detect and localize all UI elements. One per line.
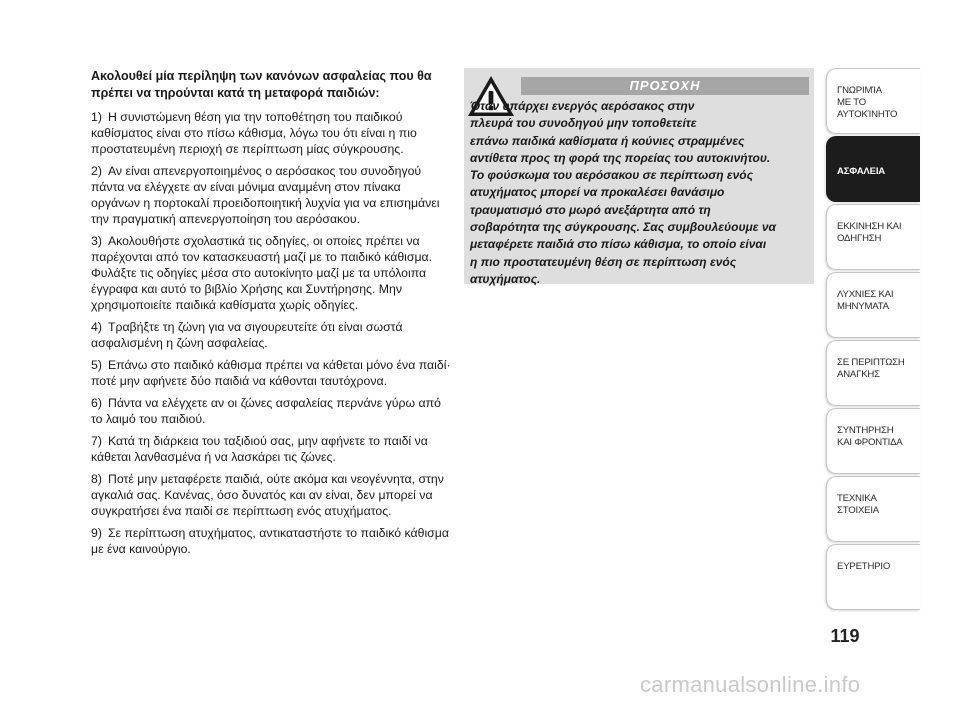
page-number: 119 [830, 626, 860, 646]
tab-maintenance[interactable]: ΣΥΝΤΗΡΗΣΗ ΚΑΙ ΦΡΟΝΤΙΔΑ [826, 408, 920, 474]
rule-text: Κατά τη διάρκεια του ταξιδιού σας, μην αφήνετε το παιδί να κάθεται λανθασμένα ή να λασκάρει τις ζώνες. [91, 434, 428, 464]
rule-number: 6) [91, 396, 102, 410]
tab-warning-lights[interactable]: ΛΥΧΝΙΕΣ ΚΑΙ ΜΗΝΥΜΑΤΑ [826, 272, 920, 338]
rule-item [91, 109, 453, 157]
rule-text: Αν είναι απενεργοποιημένος ο αερόσακος του συνοδηγού πάντα να ελέγχετε αν είναι μόνιμα αναμμένη στον πίνακα οργάνων η πορτοκαλί προειδοποιητική λυχνία για να επισημάνει την πραγματική απενεργοποίηση του αερόσακου. [91, 164, 440, 226]
tab-safety[interactable]: ΑΣΦΑΛΕΙΑ [826, 136, 920, 202]
rule-item [91, 319, 453, 351]
rule-text: Πάντα να ελέγχετε αν οι ζώνες ασφαλείας περνάνε γύρω από το λαιμό του παιδιού. [91, 396, 441, 426]
tab-starting-driving[interactable]: ΕΚΚΙΝΗΣΗ ΚΑΙ ΟΔΗΓΗΣΗ [826, 204, 920, 270]
rule-number: 8) [91, 472, 102, 486]
rule-text: Η συνιστώμενη θέση για την τοποθέτηση του παιδικού καθίσματος είναι στο πίσω κάθισμα, λόγω του ότι είναι η πιο προστατευμένη περιοχή σε περίπτωση μίας σύγκρουσης. [91, 110, 417, 156]
intro-heading: Ακολουθεί μία περίληψη των κανόνων ασφαλείας που θα πρέπει να τηρούνται κατά τη μεταφορά παιδιών: [91, 69, 432, 100]
rule-text: Επάνω στο παιδικό κάθισμα πρέπει να κάθεται μόνο ένα παιδί· ποτέ μην αφήνετε δύο παιδιά να κάθονται ταυτόχρονα. [91, 358, 451, 388]
tab-technical-data[interactable]: ΤΕΧΝΙΚΑ ΣΤΟΙΧΕΙΑ [826, 476, 920, 542]
rule-text: Ακολουθήστε σχολαστικά τις οδηγίες, οι οποίες πρέπει να παρέχονται από τον κατασκευαστή μαζί με το παιδικό κάθισμα. Φυλάξτε τις οδηγίες μέσα στο αυτοκίνητο μαζί με τα υπόλοιπα έγγραφα και αυτό το βιβλίο Χρήσης και Συντήρησης. Μην χρησιμοποιείτε παιδικά καθίσματα χωρίς οδηγίες. [91, 234, 433, 312]
rule-number: 4) [91, 320, 102, 334]
tab-index[interactable]: ΕΥΡΕΤΗΡΙΟ [826, 544, 920, 610]
rule-number: 7) [91, 434, 102, 448]
rule-number: 5) [91, 358, 102, 372]
main-text-column [91, 68, 453, 563]
rule-text: Τραβήξτε τη ζώνη για να σιγουρευτείτε ότι είναι σωστά ασφαλισμένη η ζώνη ασφαλείας. [91, 320, 403, 350]
rule-item [91, 433, 453, 465]
warning-text: Όταν υπάρχει ενεργός αερόσακος στην πλευρά του συνοδηγού μην τοποθετείτε επάνω παιδικά καθίσματα ή κούνιες στραμμένες αντίθετα προς τη φορά της πορείας του αυτοκινήτου. Το φούσκωμα του αερόσακου σε περίπτωση ενός ατυχήματος μπορεί να προκαλέσει θανάσιμο τραυματισμό στο μωρό ανεξάρτητα από τη σοβαρότητα της σύγκρουσης. Σας συμβουλεύουμε να μεταφέρετε παιδιά στο πίσω κάθισμα, το οποίο είναι η πιο προστατευμένη θέση σε περίπτωση ενός ατυχήματος. [470, 99, 776, 286]
rules-list [91, 109, 453, 557]
rule-item [91, 395, 453, 427]
tab-getting-to-know[interactable]: ΓΝΩΡΙΜΊΑ ΜΕ ΤΟ ΑΥΤΟΚΊΝΗΤΟ [826, 68, 920, 134]
rule-number: 2) [91, 164, 102, 178]
tab-emergency[interactable]: ΣΕ ΠΕΡΙΠΤΩΣΗ ΑΝΑΓΚΗΣ [826, 340, 920, 406]
rule-number: 1) [91, 110, 102, 124]
rule-item [91, 471, 453, 519]
rule-number: 3) [91, 234, 102, 248]
warning-title: ΠΡΟΣΟΧΗ [521, 77, 809, 95]
section-tabs [826, 68, 920, 612]
rule-item [91, 525, 453, 557]
rule-item [91, 163, 453, 227]
rule-text: Σε περίπτωση ατυχήματος, αντικαταστήστε το παιδικό κάθισμα με ένα καινούργιο. [91, 526, 449, 556]
warning-box [464, 68, 814, 284]
rule-item [91, 233, 453, 313]
rule-item [91, 357, 453, 389]
rule-number: 9) [91, 526, 102, 540]
rule-text: Ποτέ μην μεταφέρετε παιδιά, ούτε ακόμα και νεογέννητα, στην αγκαλιά σας. Κανένας, όσο δυνατός και αν είναι, δεν μπορεί να συγκρατήσει ένα παιδί σε περίπτωση ενός ατυχήματος. [91, 472, 444, 518]
watermark: carmanualsonline.info [640, 672, 861, 697]
